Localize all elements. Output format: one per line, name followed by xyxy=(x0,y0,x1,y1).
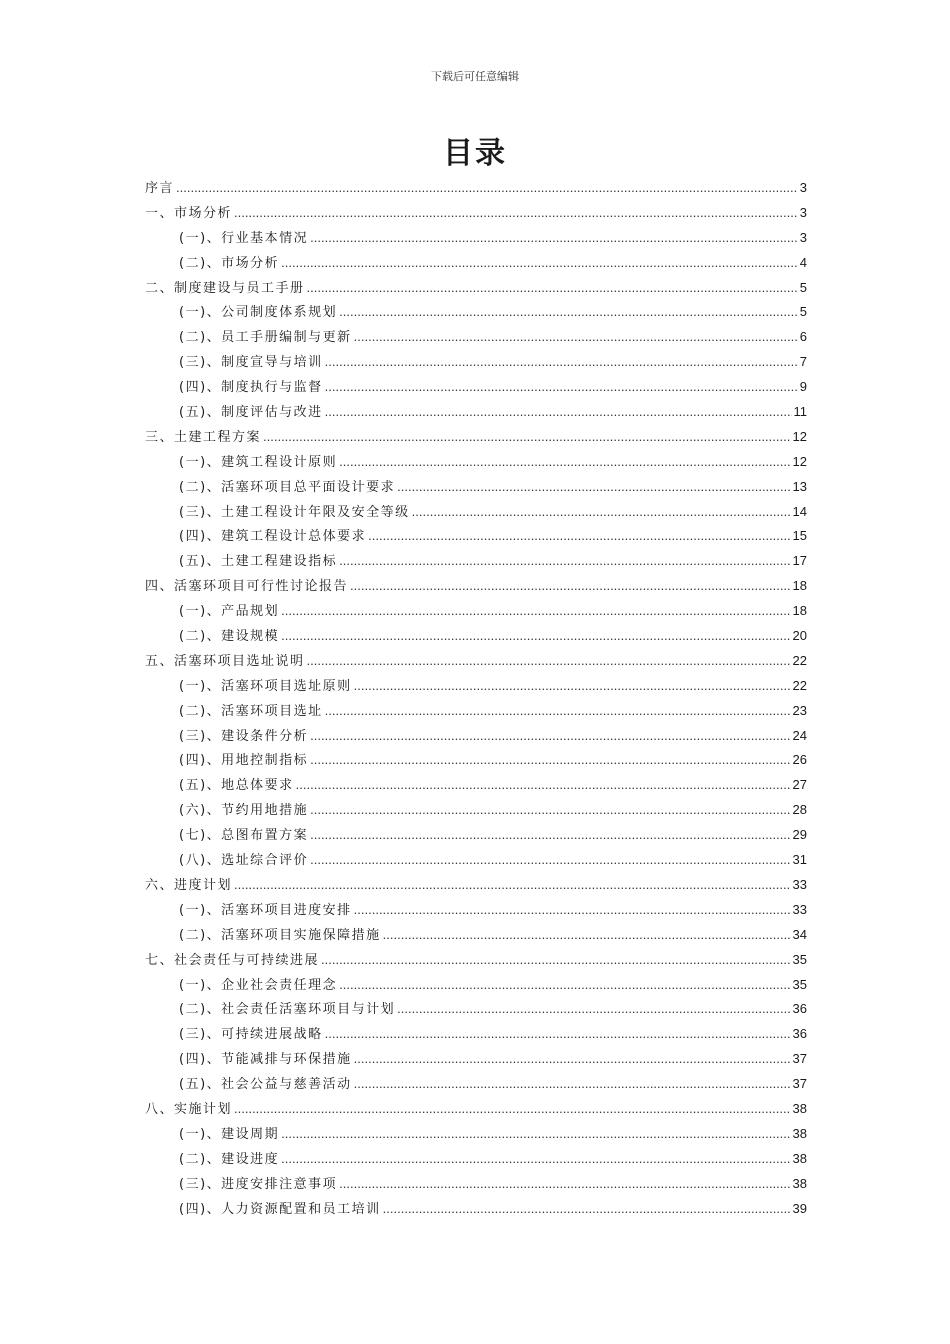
toc-entry-label: 序言 xyxy=(145,181,175,196)
toc-entry-page: 15 xyxy=(792,528,807,544)
toc-dot-leader xyxy=(397,997,790,1022)
toc-dot-leader xyxy=(176,176,798,201)
toc-entry-label: (一)、企业社会责任理念 xyxy=(179,977,338,993)
toc-entry[interactable] xyxy=(145,773,807,798)
toc-dot-leader xyxy=(339,1172,790,1197)
toc-entry-label: (四)、建筑工程设计总体要求 xyxy=(179,529,367,545)
toc-entry[interactable] xyxy=(145,475,807,500)
toc-entry-page: 3 xyxy=(799,204,807,220)
toc-entry[interactable] xyxy=(145,898,807,923)
toc-dot-leader xyxy=(339,450,790,475)
toc-entry-page: 38 xyxy=(792,1150,807,1166)
toc-dot-leader xyxy=(281,1122,790,1147)
toc-entry-label: 三、土建工程方案 xyxy=(145,429,262,445)
toc-entry-page: 7 xyxy=(799,354,807,370)
toc-entry-label: (二)、活塞环项目总平面设计要求 xyxy=(179,479,396,495)
toc-entry[interactable] xyxy=(145,251,807,276)
toc-dot-leader xyxy=(339,973,790,998)
toc-dot-leader xyxy=(307,649,791,674)
toc-entry-page: 31 xyxy=(792,852,807,868)
toc-entry-page: 34 xyxy=(792,926,807,942)
toc-dot-leader xyxy=(339,549,790,574)
toc-entry-label: (一)、建设周期 xyxy=(179,1126,280,1142)
toc-dot-leader xyxy=(354,325,798,350)
toc-entry-page: 4 xyxy=(799,254,807,270)
toc-entry-label: (三)、可持续进展战略 xyxy=(179,1027,323,1043)
toc-entry-label: (一)、产品规划 xyxy=(179,604,280,620)
toc-entry-label: 八、实施计划 xyxy=(145,1101,233,1117)
toc-entry-label: (二)、建设规模 xyxy=(179,629,280,645)
toc-entry[interactable] xyxy=(145,997,807,1022)
toc-dot-leader xyxy=(383,923,791,948)
toc-entry-page: 22 xyxy=(792,677,807,693)
toc-entry-label: (六)、节约用地措施 xyxy=(179,803,309,819)
toc-entry[interactable] xyxy=(145,500,807,525)
toc-dot-leader xyxy=(339,300,798,325)
toc-entry-label: (五)、地总体要求 xyxy=(179,778,294,794)
toc-entry[interactable] xyxy=(145,798,807,823)
toc-entry-label: (四)、用地控制指标 xyxy=(179,753,309,769)
toc-entry-page: 36 xyxy=(792,1001,807,1017)
toc-dot-leader xyxy=(350,574,791,599)
toc-entry[interactable] xyxy=(145,300,807,325)
toc-entry-page: 39 xyxy=(792,1200,807,1216)
toc-entry-page: 37 xyxy=(792,1076,807,1092)
toc-entry-label: (一)、建筑工程设计原则 xyxy=(179,454,338,470)
toc-dot-leader xyxy=(325,350,798,375)
toc-entry-page: 23 xyxy=(792,702,807,718)
toc-entry[interactable] xyxy=(145,748,807,773)
toc-dot-leader xyxy=(383,1197,791,1222)
toc-entry-label: 二、制度建设与员工手册 xyxy=(145,280,305,296)
toc-entry-label: (二)、员工手册编制与更新 xyxy=(179,330,352,346)
toc-dot-leader xyxy=(310,823,790,848)
toc-entry-page: 5 xyxy=(799,279,807,295)
toc-entry-page: 24 xyxy=(792,727,807,743)
toc-entry[interactable] xyxy=(145,425,807,450)
toc-entry-label: (二)、建设进度 xyxy=(179,1151,280,1167)
toc-entry-label: 六、进度计划 xyxy=(145,877,233,893)
toc-dot-leader xyxy=(263,425,791,450)
toc-entry-page: 27 xyxy=(792,777,807,793)
toc-entry[interactable] xyxy=(145,549,807,574)
toc-dot-leader xyxy=(234,201,798,226)
toc-entry[interactable] xyxy=(145,201,807,226)
toc-dot-leader xyxy=(310,748,790,773)
toc-entry[interactable] xyxy=(145,350,807,375)
toc-dot-leader xyxy=(281,251,798,276)
toc-title: 目录 xyxy=(443,136,507,171)
toc-entry-page: 12 xyxy=(792,428,807,444)
toc-entry-page: 37 xyxy=(792,1051,807,1067)
toc-entry-page: 6 xyxy=(799,329,807,345)
toc-dot-leader xyxy=(397,475,790,500)
toc-entry-label: (一)、活塞环项目选址原则 xyxy=(179,678,352,694)
toc-entry-page: 18 xyxy=(792,603,807,619)
toc-entry[interactable] xyxy=(145,325,807,350)
toc-entry-label: (三)、建设条件分析 xyxy=(179,728,309,744)
toc-entry[interactable] xyxy=(145,923,807,948)
toc-entry[interactable] xyxy=(145,948,807,973)
toc-dot-leader xyxy=(325,375,798,400)
toc-entry-label: (二)、活塞环项目选址 xyxy=(179,703,323,719)
toc-entry-page: 38 xyxy=(792,1175,807,1191)
toc-entry[interactable] xyxy=(145,1147,807,1172)
toc-dot-leader xyxy=(234,873,791,898)
toc-entry-label: 四、活塞环项目可行性讨论报告 xyxy=(145,579,349,595)
table-of-contents xyxy=(145,176,807,1221)
toc-dot-leader xyxy=(325,1022,791,1047)
toc-entry[interactable] xyxy=(145,624,807,649)
toc-dot-leader xyxy=(321,948,791,973)
toc-entry[interactable] xyxy=(145,1047,807,1072)
toc-entry[interactable] xyxy=(145,674,807,699)
toc-entry[interactable] xyxy=(145,823,807,848)
toc-entry-label: (五)、社会公益与慈善活动 xyxy=(179,1077,352,1093)
toc-entry-label: 五、活塞环项目选址说明 xyxy=(145,653,305,669)
toc-entry-page: 3 xyxy=(799,180,807,195)
toc-dot-leader xyxy=(307,276,798,301)
toc-dot-leader xyxy=(281,599,790,624)
toc-entry-label: (八)、选址综合评价 xyxy=(179,853,309,869)
toc-entry-page: 9 xyxy=(799,379,807,395)
toc-entry-label: (二)、市场分析 xyxy=(179,255,280,271)
toc-entry-label: (三)、土建工程设计年限及安全等级 xyxy=(179,504,410,520)
toc-entry[interactable] xyxy=(145,375,807,400)
toc-entry-label: (五)、制度评估与改进 xyxy=(179,405,323,421)
toc-entry[interactable] xyxy=(145,450,807,475)
toc-entry[interactable] xyxy=(145,1197,807,1222)
toc-dot-leader xyxy=(296,773,791,798)
toc-entry-label: (一)、行业基本情况 xyxy=(179,230,309,246)
toc-entry-page: 26 xyxy=(792,752,807,768)
toc-dot-leader xyxy=(368,524,790,549)
toc-entry-label: (二)、活塞环项目实施保障措施 xyxy=(179,927,381,943)
toc-entry-page: 35 xyxy=(792,951,807,967)
toc-dot-leader xyxy=(281,1147,790,1172)
toc-entry-page: 5 xyxy=(799,304,807,320)
toc-entry[interactable] xyxy=(145,873,807,898)
toc-dot-leader xyxy=(281,624,790,649)
toc-entry[interactable] xyxy=(145,848,807,873)
toc-entry[interactable] xyxy=(145,176,807,201)
toc-entry-label: (二)、社会责任活塞环项目与计划 xyxy=(179,1002,396,1018)
toc-entry-label: (七)、总图布置方案 xyxy=(179,828,309,844)
toc-entry-page: 3 xyxy=(799,229,807,245)
toc-dot-leader xyxy=(354,1047,791,1072)
toc-entry-page: 29 xyxy=(792,827,807,843)
toc-entry-label: (一)、公司制度体系规划 xyxy=(179,305,338,321)
toc-entry-page: 35 xyxy=(792,976,807,992)
toc-dot-leader xyxy=(310,226,798,251)
toc-entry-label: (四)、节能减排与环保措施 xyxy=(179,1052,352,1068)
toc-dot-leader xyxy=(354,674,791,699)
toc-entry-page: 12 xyxy=(792,453,807,469)
toc-dot-leader xyxy=(412,500,791,525)
toc-entry-page: 38 xyxy=(792,1100,807,1116)
page-header-note: 下载后可任意编辑 xyxy=(431,70,519,83)
toc-entry[interactable] xyxy=(145,1122,807,1147)
toc-dot-leader xyxy=(310,798,790,823)
toc-entry-page: 13 xyxy=(792,478,807,494)
toc-dot-leader xyxy=(325,699,791,724)
toc-entry-page: 20 xyxy=(792,628,807,644)
toc-entry-label: (一)、活塞环项目进度安排 xyxy=(179,902,352,918)
toc-entry-label: (四)、制度执行与监督 xyxy=(179,380,323,396)
toc-dot-leader xyxy=(354,898,791,923)
toc-entry-label: 七、社会责任与可持续进展 xyxy=(145,952,320,968)
toc-entry-page: 36 xyxy=(792,1026,807,1042)
toc-dot-leader xyxy=(310,724,790,749)
toc-entry[interactable] xyxy=(145,973,807,998)
toc-entry-page: 33 xyxy=(792,876,807,892)
toc-entry-page: 33 xyxy=(792,901,807,917)
toc-entry[interactable] xyxy=(145,276,807,301)
toc-dot-leader xyxy=(310,848,790,873)
toc-dot-leader xyxy=(234,1097,791,1122)
toc-entry-page: 38 xyxy=(792,1125,807,1141)
toc-entry[interactable] xyxy=(145,400,807,425)
toc-entry[interactable] xyxy=(145,1097,807,1122)
toc-entry[interactable] xyxy=(145,649,807,674)
toc-entry-label: (五)、土建工程建设指标 xyxy=(179,554,338,570)
toc-entry-page: 14 xyxy=(792,503,807,519)
toc-entry-page: 18 xyxy=(792,578,807,594)
toc-entry-label: (三)、制度宣导与培训 xyxy=(179,355,323,371)
toc-entry[interactable] xyxy=(145,599,807,624)
toc-entry-page: 17 xyxy=(792,553,807,569)
toc-entry[interactable] xyxy=(145,699,807,724)
toc-dot-leader xyxy=(325,400,792,425)
toc-entry[interactable] xyxy=(145,574,807,599)
toc-entry[interactable] xyxy=(145,226,807,251)
toc-entry-label: (三)、进度安排注意事项 xyxy=(179,1176,338,1192)
toc-entry-page: 22 xyxy=(792,652,807,668)
toc-entry[interactable] xyxy=(145,524,807,549)
toc-entry-label: (四)、人力资源配置和员工培训 xyxy=(179,1201,381,1217)
toc-entry-label: 一、市场分析 xyxy=(145,205,233,221)
toc-entry[interactable] xyxy=(145,1022,807,1047)
toc-entry-page: 28 xyxy=(792,802,807,818)
toc-entry[interactable] xyxy=(145,724,807,749)
toc-entry[interactable] xyxy=(145,1072,807,1097)
toc-entry-page: 11 xyxy=(793,404,807,420)
toc-entry[interactable] xyxy=(145,1172,807,1197)
toc-dot-leader xyxy=(354,1072,791,1097)
